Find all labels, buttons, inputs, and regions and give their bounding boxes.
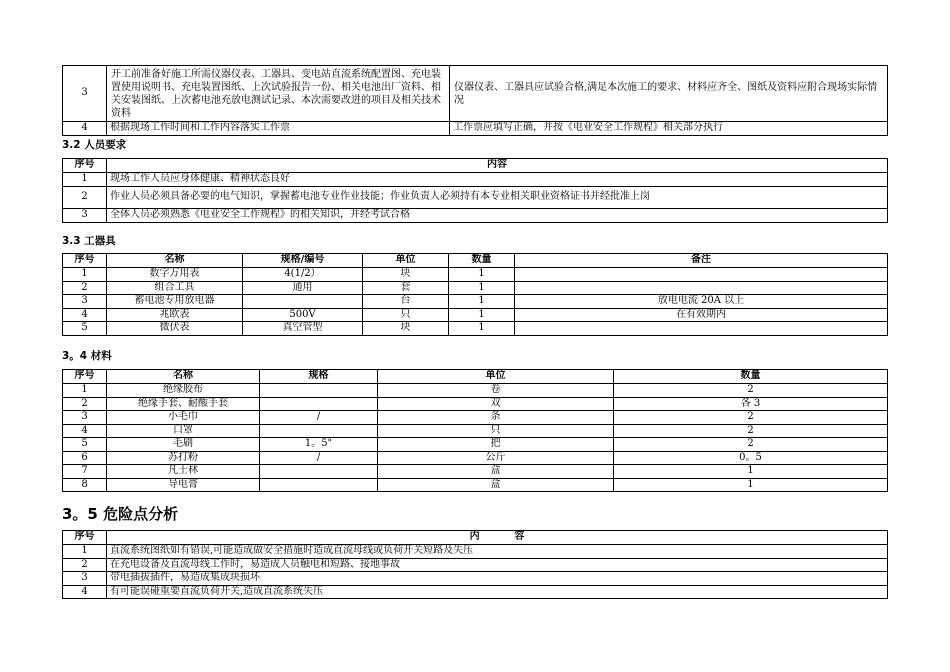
cell-name: 兆欧表 (107, 308, 243, 322)
cell-number: 4 (63, 308, 107, 322)
cell-spec: / (260, 451, 378, 465)
cell-name: 绝缘胶布 (107, 384, 260, 398)
table-row (63, 66, 888, 122)
cell-unit: 块 (363, 322, 449, 336)
cell-number: 5 (63, 322, 107, 336)
table-row (63, 438, 888, 452)
table-header-row (63, 254, 888, 268)
cell-qty: 1 (449, 295, 515, 309)
cell-number: 1 (63, 268, 107, 282)
table-row (63, 209, 888, 223)
cell-name: 微伏表 (107, 322, 243, 336)
cell-qty: 2 (614, 424, 888, 438)
cell-remark (515, 281, 888, 295)
personnel-table (62, 158, 887, 223)
cell-spec (260, 424, 378, 438)
cell-unit: 块 (363, 268, 449, 282)
table-row (63, 308, 888, 322)
column-header: 数量 (614, 370, 888, 384)
cell-name: 绝缘手套、耐酸手套 (107, 397, 260, 411)
cell-spec (260, 384, 378, 398)
cell-remark: 放电电流 20A 以上 (515, 295, 888, 309)
cell-remark: 在有效期内 (515, 308, 888, 322)
cell-name: 凡士林 (107, 465, 260, 479)
column-header: 内 容 (107, 531, 888, 545)
cell-name: 毛刷 (107, 438, 260, 452)
cell-qty: 1 (449, 268, 515, 282)
row-content: 现场工作人员应身体健康、精神状态良好 (107, 173, 888, 187)
cell-number: 1 (63, 384, 107, 398)
cell-qty: 1 (614, 478, 888, 492)
cell-unit: 把 (378, 438, 614, 452)
work-prep-table (62, 65, 887, 136)
table-row (63, 558, 888, 572)
cell-unit: 盒 (378, 465, 614, 479)
table-row (63, 585, 888, 599)
table-row (63, 451, 888, 465)
table-row (63, 281, 888, 295)
cell-name: 口罩 (107, 424, 260, 438)
materials-table (62, 369, 887, 492)
row-standard: 工作票应填写正确，并按《电业安全工作规程》相关部分执行 (450, 122, 888, 136)
tools-table (62, 253, 887, 336)
cell-unit: 双 (378, 397, 614, 411)
row-number: 3 (63, 66, 107, 122)
section-heading-tools: 3.3 工器具 (62, 235, 116, 247)
cell-unit: 套 (363, 281, 449, 295)
table-row (63, 122, 888, 136)
row-number: 4 (63, 122, 107, 136)
cell-qty: 1 (449, 308, 515, 322)
row-content: 直流系统图纸如有错误,可能造成做安全措施时造成直流母线或负荷开关短路及失压 (107, 545, 888, 559)
cell-name: 数字万用表 (107, 268, 243, 282)
cell-spec (260, 465, 378, 479)
column-header: 名称 (107, 370, 260, 384)
section-heading-personnel: 3.2 人员要求 (62, 139, 127, 151)
row-number: 2 (63, 558, 107, 572)
row-content: 在充电设备及直流母线工作时，易造成人员触电和短路、接地事故 (107, 558, 888, 572)
cell-qty: 1 (614, 465, 888, 479)
cell-name: 组合工具 (107, 281, 243, 295)
row-standard: 仪器仪表、工器具应试验合格,满足本次施工的要求、材料应齐全、图纸及资料应附合现场实际情况 (450, 66, 888, 122)
cell-spec: 4(1/2） (243, 268, 363, 282)
cell-number: 4 (63, 424, 107, 438)
table-header-row (63, 159, 888, 173)
cell-remark (515, 268, 888, 282)
column-header: 单位 (363, 254, 449, 268)
row-content: 开工前准备好施工所需仪器仪表、工器具、变电站直流系统配置图、充电装置使用说明书、充电装置图纸、上次试验报告一份、相关电池出厂资料、相关安装图纸、上次蓄电池充放电测试记录、本次需要改进的项目及相关技术资料 (107, 66, 450, 122)
table-header-row (63, 531, 888, 545)
table-row (63, 424, 888, 438)
table-row (63, 173, 888, 187)
cell-qty: 2 (614, 438, 888, 452)
section-heading-hazards: 3。5 危险点分析 (62, 505, 179, 523)
cell-number: 2 (63, 281, 107, 295)
table-row (63, 397, 888, 411)
section-heading-materials: 3。4 材料 (62, 350, 112, 362)
cell-unit: 卷 (378, 384, 614, 398)
table-row (63, 572, 888, 586)
table-header-row (63, 370, 888, 384)
cell-number: 5 (63, 438, 107, 452)
row-number: 4 (63, 585, 107, 599)
cell-qty: 1 (449, 322, 515, 336)
cell-name: 导电膏 (107, 478, 260, 492)
table-row (63, 295, 888, 309)
cell-unit: 盒 (378, 478, 614, 492)
column-header: 数量 (449, 254, 515, 268)
cell-qty: 2 (614, 411, 888, 425)
cell-spec: 500V (243, 308, 363, 322)
table-row (63, 187, 888, 209)
row-number: 1 (63, 173, 107, 187)
cell-spec (260, 397, 378, 411)
cell-unit: 公斤 (378, 451, 614, 465)
table-row (63, 411, 888, 425)
cell-number: 7 (63, 465, 107, 479)
column-header: 序号 (63, 159, 107, 173)
row-content: 全体人员必须熟悉《电业安全工作规程》的相关知识，并经考试合格 (107, 209, 888, 223)
cell-spec: 通用 (243, 281, 363, 295)
row-number: 1 (63, 545, 107, 559)
column-header: 单位 (378, 370, 614, 384)
table-row (63, 478, 888, 492)
table-row (63, 268, 888, 282)
cell-number: 6 (63, 451, 107, 465)
column-header: 内容 (107, 159, 888, 173)
table-row (63, 545, 888, 559)
hazards-table (62, 530, 887, 599)
cell-number: 3 (63, 295, 107, 309)
cell-unit: 台 (363, 295, 449, 309)
row-content: 作业人员必须具备必要的电气知识，掌握蓄电池专业作业技能；作业负责人必须持有本专业相关职业资格证书并经批准上岗 (107, 187, 888, 209)
column-header: 名称 (107, 254, 243, 268)
cell-unit: 只 (363, 308, 449, 322)
cell-name: 小毛巾 (107, 411, 260, 425)
column-header: 序号 (63, 370, 107, 384)
table-row (63, 322, 888, 336)
column-header: 序号 (63, 254, 107, 268)
column-header: 备注 (515, 254, 888, 268)
cell-spec: / (260, 411, 378, 425)
cell-unit: 只 (378, 424, 614, 438)
cell-qty: 1 (449, 281, 515, 295)
row-content: 有可能误碰重要直流负荷开关,造成直流系统失压 (107, 585, 888, 599)
cell-spec (243, 295, 363, 309)
cell-spec (260, 478, 378, 492)
column-header: 规格/编号 (243, 254, 363, 268)
table-row (63, 465, 888, 479)
row-number: 2 (63, 187, 107, 209)
cell-number: 8 (63, 478, 107, 492)
cell-number: 3 (63, 411, 107, 425)
row-content: 带电插拔插件，易造成集成块损坏 (107, 572, 888, 586)
cell-number: 2 (63, 397, 107, 411)
cell-unit: 条 (378, 411, 614, 425)
column-header: 规格 (260, 370, 378, 384)
cell-spec: 1。5" (260, 438, 378, 452)
cell-qty: 2 (614, 384, 888, 398)
cell-name: 蓄电池专用放电器 (107, 295, 243, 309)
cell-remark (515, 322, 888, 336)
cell-spec: 真空管型 (243, 322, 363, 336)
cell-qty: 各 3 (614, 397, 888, 411)
cell-name: 苏打粉 (107, 451, 260, 465)
column-header: 序号 (63, 531, 107, 545)
row-content: 根据现场工作时间和工作内容落实工作票 (107, 122, 450, 136)
table-row (63, 384, 888, 398)
row-number: 3 (63, 572, 107, 586)
cell-qty: 0。5 (614, 451, 888, 465)
row-number: 3 (63, 209, 107, 223)
